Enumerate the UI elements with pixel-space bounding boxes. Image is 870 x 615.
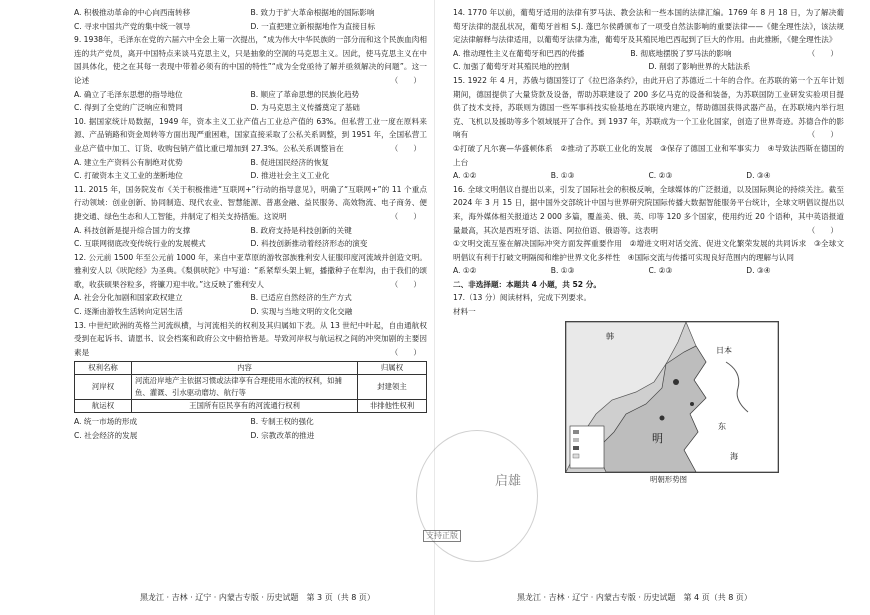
q14-option-d[interactable]: D. 削弱了影响世界的大陆法系: [648, 62, 751, 72]
table-cell: 河流沿岸地产主依据习惯或法律享有合理使用水流的权利，如捕鱼、灌溉、引水驱动磨坊、航行等: [132, 375, 358, 400]
q10-option-b[interactable]: B. 促进国民经济的恢复: [250, 157, 329, 167]
watermark-seal: [416, 430, 538, 562]
q13-options-row2: [74, 429, 427, 443]
q8-option-c[interactable]: C. 寻求中国共产党的集中统一领导: [74, 21, 191, 31]
page-4-footer: 黑龙江 · 吉林 · 辽宁 · 内蒙古专版 · 历史试题 第 4 页（共 8 页）: [517, 593, 752, 603]
q9-answer-paren[interactable]: （ ）: [390, 75, 421, 85]
q15-answer-paren[interactable]: （ ）: [807, 130, 838, 140]
q12-stem: 12. 公元前 1500 年至公元前 1000 年，来自中亚草原的游牧部族雅利安人征服印度河流域并创造文明。雅利安人以《吠陀经》为圣典。《梨俱吠陀》中写道：“系紧犁头架上轭，播撒种子在犁沟，由于我们的颂歌，收获硕果谷粒多，将镰刀迎丰收。”这反映了雅利安人 （ ）: [74, 251, 427, 292]
q16-option-a[interactable]: A. ①②: [453, 266, 477, 276]
q12-option-d[interactable]: D. 实现与当地文明的文化交融: [250, 307, 353, 317]
table-header-cell: 内容: [132, 362, 358, 375]
q8-option-b[interactable]: B. 致力于扩大革命根据地的国际影响: [250, 8, 375, 17]
q8-option-a[interactable]: A. 积极推动革命的中心向西南转移: [74, 8, 191, 17]
table-row: [75, 375, 427, 400]
q15-stem: 15. 1922 年 4 月，苏俄与德国签订了《拉巴洛条约》，由此开启了苏德近二十年的合作。在苏联的第一个五年计划期间，德国提供了大量贷款及设备，帮助苏联建设了 200 多亿马克的设备和装备，为苏联国防工业研发实验项目提供了技术支持，苏联则为德国一些军事科技实验基地在苏联境内建立，帮助德国获得武器产品，在苏联境内举行坦克、飞机以及援助等多个领域展开了合作。到 1937 年，苏联成为一个工业化国家，创造了世界奇迹。苏德合作的影响有 （ ）: [453, 74, 844, 142]
q15-option-b[interactable]: B. ①③: [550, 171, 575, 181]
map-label: 东: [718, 421, 726, 431]
q13-option-d[interactable]: D. 宗教改革的推进: [250, 431, 315, 441]
q9-option-b[interactable]: B. 顺应了革命思想的民族化趋势: [250, 89, 360, 99]
q11-options-row2: [74, 237, 427, 251]
q9-option-d[interactable]: D. 为马克思主义传播奠定了基础: [250, 103, 360, 113]
q15-option-d[interactable]: D. ③④: [746, 171, 771, 181]
q11-option-d[interactable]: D. 科技创新推动着经济形态的演变: [250, 239, 368, 249]
watermark-stamp: 支持正版: [423, 530, 461, 542]
q12-option-b[interactable]: B. 已适应自然经济的生产方式: [250, 293, 352, 303]
table-cell: 航运权: [75, 400, 132, 413]
q12-options-row2: [74, 305, 427, 319]
q16-option-b[interactable]: B. ①③: [550, 266, 575, 276]
q9-option-a[interactable]: A. 确立了毛泽东思想的指导地位: [74, 89, 183, 99]
q13-answer-paren[interactable]: （ ）: [390, 347, 421, 357]
q8-option-d[interactable]: D. 一直把建立新根据地作为直接目标: [250, 21, 376, 31]
map-label: 日本: [716, 345, 732, 355]
map-label: 海: [730, 451, 738, 461]
q12-answer-paren[interactable]: （ ）: [390, 279, 421, 289]
table-cell: 王国所有臣民享有的河流通行权利: [132, 400, 358, 413]
table-header-row: [75, 362, 427, 375]
q14-option-a[interactable]: A. 推动理性主义在葡萄牙和巴西的传播: [453, 48, 585, 58]
table-cell: 非排他性权利: [358, 400, 427, 413]
q10-answer-paren[interactable]: （ ）: [390, 143, 421, 153]
q11-option-a[interactable]: A. 科技创新是提升综合国力的支撑: [74, 225, 191, 235]
q13-options-row1: [74, 415, 427, 429]
q12-options-row1: [74, 291, 427, 305]
q11-stem: 11. 2015 年，国务院发布《关于积极推进“互联网+”行动的指导意见》，明确了“互联网+”的 11 个重点行动领域：创业创新、协同制造、现代农业、智慧能源、普惠金融、益民服务、高效物流、电子商务、便捷交通、绿色生态和人工智能，并制定了相关支持措施。这说明 （ ）: [74, 183, 427, 224]
q16-options: [453, 264, 844, 278]
q16-stem: 16. 全球文明倡议自提出以来，引发了国际社会的积极反响，全球媒体的广泛报道，以及国际舆论的持续关注。截至 2024 年 3 月 15 日，据中国外交部统计中国与世界研究院国际传播大数据智能服务平台统计，全球文明倡议提出以来，海外媒体相关报道达 2 000 多篇，覆盖美、俄、英、印等 120 多个国家，使用约近 20 个语种，其中英语报道量最高，其次是西班牙语、法语、阿拉伯语、俄语等。这表明 （ ）: [453, 183, 844, 237]
q16-items: ①文明交流互鉴在解决国际冲突方面发挥重要作用 ②增进文明对话交流、促进文化繁荣发展的共同诉求 ③全球文明倡议有利于打破文明隔阂和维护世界文化多样性 ④国际交流与传播可实现良好范围内的理解与认同: [453, 239, 844, 262]
q9-option-c[interactable]: C. 得到了全党的广泛响应和赞同: [74, 103, 183, 113]
q14-stem: 14. 1770 年以前，葡萄牙适用的法律有罗马法、教会法和一些本国的法律汇编。1769 年 8 月 18 日，为了解决葡萄牙法律的混乱状况，葡萄牙首相 S.J. 蓬巴尔侯爵颁布了一项受自然法影响的重要法律——《健全理性法》，该法规定法律解释与法律适用，以葡萄牙法律为准，葡萄牙及其殖民地巴西起到了巨大的作用。由此推断，《健全理性法》 （ ）: [453, 6, 844, 47]
q11-option-c[interactable]: C. 互联网彻底改变传统行业的发展模式: [74, 239, 206, 249]
q12-option-a[interactable]: A. 社会分化加剧和国家政权建立: [74, 293, 183, 303]
table-row: [75, 400, 427, 413]
q14-answer-paren[interactable]: （ ）: [807, 48, 838, 58]
map-caption: 明朝形势图: [650, 474, 687, 484]
q16-option-c[interactable]: C. ②③: [648, 266, 673, 276]
q10-options-row1: [74, 156, 427, 170]
table-cell: 封建领主: [358, 375, 427, 400]
q15-option-a[interactable]: A. ①②: [453, 171, 477, 181]
q15-options: [453, 169, 844, 183]
q11-option-b[interactable]: B. 政府支持是科技创新的关键: [250, 225, 352, 235]
q15-items: ①打破了凡尔赛—华盛顿体系 ②推动了苏联工业化的发展 ③保存了德国工业和军事实力 ④导致法西斯在德国的上台: [453, 143, 844, 167]
q13-option-c[interactable]: C. 社会经济的发展: [74, 431, 138, 441]
page-3-footer: 黑龙江 · 吉林 · 辽宁 · 内蒙古专版 · 历史试题 第 3 页（共 8 页）: [140, 593, 375, 603]
section-2-heading: 二、非选择题：本题共 4 小题，共 52 分。: [453, 279, 601, 289]
q16-option-d[interactable]: D. ③④: [746, 266, 771, 276]
q9-options-row2: [74, 101, 427, 115]
map-label: 明: [652, 431, 663, 445]
map-label: 韩: [606, 331, 614, 341]
q10-option-a[interactable]: A. 建立生产资料公有制绝对优势: [74, 157, 183, 167]
q14-option-c[interactable]: C. 加强了葡萄牙对其殖民地的控制: [453, 62, 570, 72]
table-header-cell: 归属权: [358, 362, 427, 375]
map-graphic: [566, 322, 778, 472]
q10-stem: 10. 据国家统计局数据，1949 年，资本主义工业产值占工业总产值的 63%。但私营工业一度在原料来源、产品销路和资金周转等方面出现严重困难，国家直接采取了公私关系调整，到 1951 年，全国私营工业总产值中加工、订货、收购包销产值比重已增加到 27.3%。公私关系调整旨在 （ ）: [74, 115, 427, 156]
ming-dynasty-map: [565, 321, 779, 473]
q9-options-row1: [74, 88, 427, 102]
q13-rights-table: [74, 361, 427, 413]
q17-stem: 17.（13 分）阅读材料，完成下列要求。: [453, 293, 592, 303]
table-header-cell: 权利名称: [75, 362, 132, 375]
q14-options-row2: [453, 60, 844, 74]
q8-options-row2: [74, 20, 427, 34]
q10-options-row2: [74, 169, 427, 183]
q9-stem: 9. 1938年，毛泽东在党的六届六中全会上第一次提出，“成为伟大中华民族的一部分而和这个民族血肉相连的共产党员，离开中国特点来谈马克思主义，只是抽象的空洞的马克思主义。因此，使马克思主义在中国具体化，使之在其每一表现中带着必须有的中国的特性”“成为全党亟待了解并亟须解决的问题”。这一论述 （ ）: [74, 33, 427, 87]
q10-option-c[interactable]: C. 打破资本主义工业的垄断地位: [74, 171, 183, 181]
q13-stem: 13. 中世纪欧洲的英格兰河流纵横，与河流相关的权利及其归属如下表。从 13 世纪中叶起，自由通航权受到在起诉书、请愿书、议会档案和政府公文中俯拾皆是。导致河岸权与航运权之间的冲突加剧的主要因素是 （ ）: [74, 319, 427, 360]
q16-answer-paren[interactable]: （ ）: [807, 225, 838, 235]
q15-option-c[interactable]: C. ②③: [648, 171, 673, 181]
q13-option-b[interactable]: B. 专制王权的强化: [250, 417, 314, 427]
q10-option-d[interactable]: D. 推进社会主义工业化: [250, 171, 330, 181]
q8-options-row1: [74, 6, 427, 20]
q14-options-row1: [453, 47, 808, 61]
table-cell: 河岸权: [75, 375, 132, 400]
q11-options-row1: [74, 224, 427, 238]
q13-option-a[interactable]: A. 统一市场的形成: [74, 417, 138, 427]
watermark-logo: 启雄: [495, 474, 522, 489]
q17-material-label: 材料一: [453, 307, 476, 317]
q11-answer-paren[interactable]: （ ）: [390, 211, 421, 221]
q12-option-c[interactable]: C. 逐渐由游牧生活转向定居生活: [74, 307, 183, 317]
q14-option-b[interactable]: B. 彻底地摆脱了罗马法的影响: [630, 48, 732, 58]
